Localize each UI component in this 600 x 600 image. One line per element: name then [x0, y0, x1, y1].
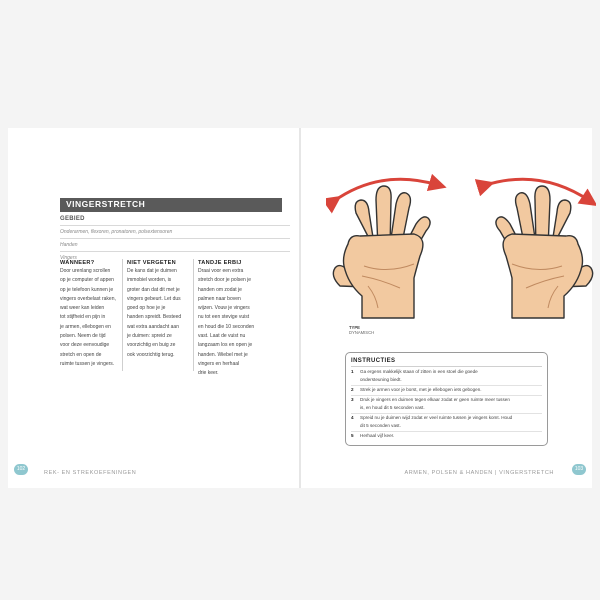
column-niet-vergeten [127, 259, 191, 360]
area-fingers-text: Vingers [60, 255, 77, 261]
step-text: Druk je vingers en duimen tegen elkaar zodat er geen ruimte meer tussen [360, 397, 510, 402]
step-number: 1 [351, 369, 354, 374]
page-gutter [299, 128, 301, 488]
column-divider [122, 259, 123, 371]
right-hand [496, 186, 593, 318]
text-line: ruimte tussen je vingers. [60, 360, 115, 367]
text-line: De kans dat je duimen [127, 268, 177, 274]
text-line: voor deze eenvoudige [60, 342, 110, 349]
instructions-heading: INSTRUCTIES [351, 358, 396, 364]
step-number: 2 [351, 387, 354, 392]
text-line: tot stijfheid en pijn in [60, 314, 106, 321]
column-divider [193, 259, 194, 371]
area-hands-text: Handen [60, 242, 78, 248]
column-body [60, 267, 124, 369]
book-spread [8, 128, 592, 488]
text-line: langzaam los en open je [198, 342, 253, 349]
exercise-title: VINGERSTRETCH [66, 199, 146, 209]
page-number-badge-left: 102 [14, 464, 28, 475]
text-line: wijzen. Vouw je vingers [198, 305, 250, 312]
area-block [60, 216, 290, 261]
text-line: vingers en herhaal [198, 360, 240, 367]
divider [60, 225, 290, 226]
step-text: Strek je armen voor je borst, met je ellebogen iets gebogen. [360, 387, 482, 392]
text-line: polsen. Neem de tijd [60, 333, 106, 340]
text-line: immobiel worden, is [127, 277, 172, 284]
step-number: 3 [351, 397, 354, 402]
text-line: vingers overbelast raken, [60, 295, 116, 302]
muscles-text: Onderarmen, flexoren, pronatoren, polsextensoren [60, 229, 173, 235]
type-label: TYPE [349, 325, 360, 330]
text-line: Draai voor een extra [198, 268, 244, 274]
page-number-badge-right: 103 [572, 464, 586, 475]
step-text: Spreid nu je duimen wijd zodat er veel ruimte tussen je vingers komt. Houd [360, 415, 513, 420]
step-text: dit 5 seconden vast. [360, 423, 401, 429]
text-line: goed op hoe je je [127, 305, 166, 312]
hands-illustration [326, 168, 596, 326]
left-hand [333, 186, 430, 318]
instructions-box [345, 352, 548, 446]
text-line: ook voorzichtig terug. [127, 351, 175, 358]
column-body [198, 267, 262, 379]
text-line: wat weer kan leiden [60, 305, 105, 312]
step-text: Ga ergens makkelijk staan of zitten in een stoel die goede [360, 369, 478, 374]
step-text: is, en houd dit 5 seconden vast. [360, 405, 425, 411]
footer-right: ARMEN, POLSEN & HANDEN | VINGERSTRETCH [404, 470, 554, 476]
text-line: op je telefoon kunnen je [60, 286, 114, 293]
column-tandje-erbij [198, 259, 262, 379]
text-line: drie keer. [198, 370, 219, 377]
instruction-step-2 [351, 386, 541, 394]
instruction-step-4 [351, 414, 541, 430]
step-number: 5 [351, 433, 354, 438]
column-heading: NIET VERGETEN [127, 260, 176, 266]
divider [60, 251, 290, 252]
column-heading: TANDJE ERBIJ [198, 260, 242, 266]
footer-left: REK- EN STREKOEFENINGEN [44, 470, 137, 476]
text-line: op je computer of appen [60, 277, 114, 284]
text-line: stretch en open de [60, 351, 102, 358]
text-line: je armen, ellebogen en [60, 323, 111, 330]
text-line: nu tot een stevige vuist [198, 314, 250, 321]
divider [60, 238, 290, 239]
text-line: Door urenlang scrollen [60, 268, 111, 274]
type-value: DYNAMISCH [349, 330, 375, 335]
text-line: voorzichtig en buig ze [127, 342, 176, 349]
text-line: je duimen: spreid ze [127, 333, 172, 340]
text-line: handen spreidt. Besteed [127, 314, 182, 321]
text-line: stretch door je polsen je [198, 277, 252, 284]
step-text: ondersteuning biedt. [360, 377, 402, 383]
gebied-label: GEBIED [60, 216, 85, 222]
step-number: 4 [351, 415, 354, 420]
column-body [127, 267, 191, 360]
text-line: palmen naar boven [198, 295, 241, 302]
text-line: groter dan dat dit met je [127, 286, 180, 293]
instruction-step-1 [351, 368, 541, 384]
column-wanneer [60, 259, 124, 369]
text-line: vast. Laat de vuist nu [198, 333, 246, 340]
text-line: en houd die 10 seconden [198, 323, 255, 330]
instruction-step-3 [351, 396, 541, 412]
type-caption [349, 325, 374, 335]
instruction-step-5 [351, 432, 541, 440]
step-text: Herhaal vijf keer. [360, 433, 395, 438]
column-heading: WANNEER? [60, 260, 95, 266]
text-line: vingers gebeurt. Let dus [127, 295, 181, 302]
divider [351, 366, 542, 367]
text-line: wat extra aandacht aan [127, 323, 179, 330]
text-line: handen om zodat je [198, 286, 242, 293]
text-line: handen. Wiebel met je [198, 351, 248, 358]
exercise-title-bar [60, 198, 282, 212]
